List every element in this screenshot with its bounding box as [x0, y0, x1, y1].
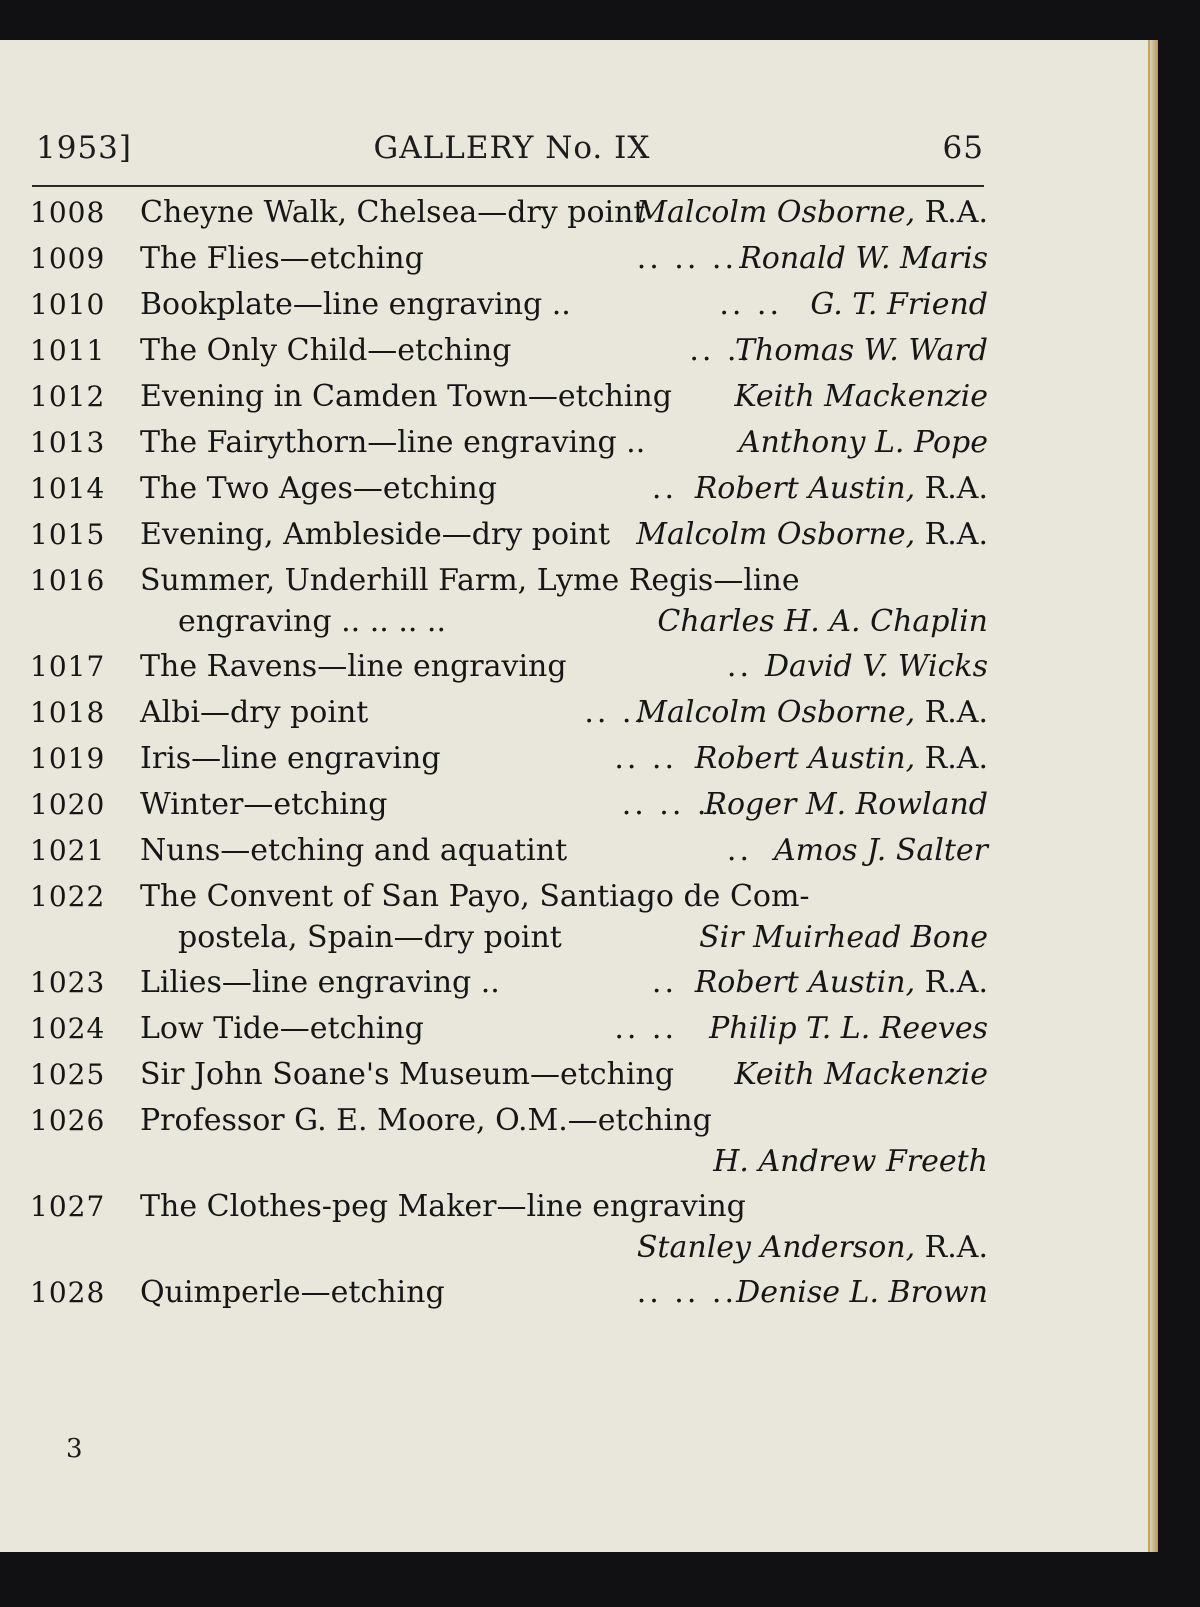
entry-artist [735, 328, 988, 374]
entry-artist [713, 1144, 988, 1180]
artist-name: Denise L. Brown [736, 1275, 988, 1310]
catalogue-entries [30, 190, 988, 1316]
catalogue-entry [30, 1006, 988, 1052]
entry-title-continued: postela, Spain—dry point [178, 920, 562, 955]
header-year: 1953] [36, 130, 132, 166]
entry-artist [810, 282, 988, 328]
catalogue-entry [30, 828, 988, 874]
entry-number: 1013 [30, 426, 106, 459]
leader-dots: .. .. [719, 287, 782, 322]
entry-number: 1021 [30, 834, 106, 867]
entry-number: 1027 [30, 1190, 106, 1223]
entry-title: Iris—line engraving [140, 741, 441, 776]
entry-title: Lilies—line engraving .. [140, 965, 500, 1000]
header-rule [32, 185, 984, 187]
entry-title: The Convent of San Payo, Santiago de Com- [140, 879, 810, 914]
artist-name: Ronald W. Maris [739, 241, 988, 276]
entry-artist [704, 782, 988, 828]
entry-title: Low Tide—etching [140, 1011, 424, 1046]
artist-name: Roger M. Rowland [704, 787, 988, 822]
artist-name: G. T. Friend [810, 287, 988, 322]
entry-number: 1015 [30, 518, 106, 551]
artist-name: Amos J. Salter [773, 833, 988, 868]
entry-title: Bookplate—line engraving .. [140, 287, 571, 322]
signature-mark: 3 [66, 1434, 83, 1464]
leader-dots: .. .. .. [636, 241, 737, 276]
entry-number: 1024 [30, 1012, 106, 1045]
entry-number: 1011 [30, 334, 106, 367]
entry-title: Quimperle—etching [140, 1275, 445, 1310]
entry-title: Nuns—etching and aquatint [140, 833, 568, 868]
entry-number: 1016 [30, 564, 106, 597]
entry-title: The Flies—etching [140, 241, 424, 276]
entry-artist [636, 190, 988, 236]
artist-name: David V. Wicks [765, 649, 988, 684]
entry-number: 1023 [30, 966, 106, 999]
entry-title: Cheyne Walk, Chelsea—dry point [140, 195, 646, 230]
artist-name: Malcolm Osborne, [636, 695, 916, 730]
leader-dots: .. [726, 649, 752, 684]
entry-title: Summer, Underhill Farm, Lyme Regis—line [140, 563, 800, 598]
entry-artist [695, 466, 988, 512]
entry-title: Professor G. E. Moore, O.M.—etching [140, 1103, 712, 1138]
entry-number: 1018 [30, 696, 106, 729]
entry-artist [695, 736, 988, 782]
leader-dots: .. .. .. [636, 1275, 737, 1310]
artist-honour: R.A. [924, 695, 988, 730]
entry-title: The Fairythorn—line engraving .. [140, 425, 646, 460]
artist-name: Sir Muirhead Bone [699, 920, 988, 955]
artist-name: Malcolm Osborne, [636, 517, 916, 552]
catalogue-entry [30, 466, 988, 512]
leader-dots: .. .. [614, 1011, 677, 1046]
artist-honour: R.A. [924, 195, 988, 230]
page-edge [1150, 40, 1158, 1552]
entry-artist [636, 690, 988, 736]
entry-artist [636, 512, 988, 558]
catalogue-entry [30, 282, 988, 328]
catalogue-entry [30, 736, 988, 782]
entry-number: 1014 [30, 472, 106, 505]
catalogue-entry [30, 874, 988, 960]
entry-artist [739, 420, 988, 466]
catalogue-entry [30, 1270, 988, 1316]
header-title: GALLERY No. IX [373, 130, 651, 166]
entry-number: 1008 [30, 196, 106, 229]
entry-number: 1019 [30, 742, 106, 775]
catalogue-entry [30, 512, 988, 558]
entry-title: The Clothes-peg Maker—line engraving [140, 1189, 746, 1224]
entry-artist [774, 828, 988, 874]
artist-name: Charles H. A. Chaplin [657, 604, 988, 639]
artist-honour: R.A. [924, 965, 988, 1000]
leader-dots: .. .. [689, 333, 752, 368]
entry-artist [637, 1230, 988, 1266]
artist-honour: R.A. [924, 517, 988, 552]
entry-artist [699, 920, 988, 956]
catalogue-entry [30, 644, 988, 690]
entry-number: 1009 [30, 242, 106, 275]
entry-number: 1026 [30, 1104, 106, 1137]
catalogue-entry [30, 190, 988, 236]
artist-name: Stanley Anderson, [636, 1230, 916, 1265]
entry-artist [657, 604, 988, 640]
entry-title: Sir John Soane's Museum—etching [140, 1057, 675, 1092]
entry-number: 1010 [30, 288, 106, 321]
artist-name: Keith Mackenzie [734, 1057, 988, 1092]
entry-title: Albi—dry point [140, 695, 369, 730]
leader-dots: .. [726, 833, 752, 868]
artist-name: Keith Mackenzie [734, 379, 988, 414]
entry-title: The Two Ages—etching [140, 471, 497, 506]
entry-artist [695, 960, 988, 1006]
catalogue-entry [30, 1184, 988, 1270]
entry-title: Winter—etching [140, 787, 388, 822]
entry-title: Evening in Camden Town—etching [140, 379, 672, 414]
catalogue-entry [30, 1098, 988, 1184]
artist-name: Robert Austin, [694, 471, 916, 506]
artist-honour: R.A. [924, 1230, 988, 1265]
catalogue-entry [30, 328, 988, 374]
leader-dots: .. [651, 471, 677, 506]
catalogue-entry [30, 236, 988, 282]
entry-title: Evening, Ambleside—dry point [140, 517, 610, 552]
entry-number: 1028 [30, 1276, 106, 1309]
entry-title: The Only Child—etching [140, 333, 512, 368]
leader-dots: .. .. .. [621, 787, 722, 822]
artist-name: Anthony L. Pope [738, 425, 988, 460]
entry-number: 1012 [30, 380, 106, 413]
entry-artist [739, 236, 988, 282]
catalogue-entry [30, 782, 988, 828]
catalogue-entry [30, 420, 988, 466]
artist-name: Robert Austin, [694, 741, 916, 776]
page-number: 65 [942, 130, 984, 166]
entry-number: 1020 [30, 788, 106, 821]
entry-title-continued: engraving .. .. .. .. [178, 604, 447, 639]
catalogue-entry [30, 374, 988, 420]
entry-number: 1025 [30, 1058, 106, 1091]
book-page [0, 40, 1158, 1552]
running-header [36, 130, 988, 174]
artist-name: Philip T. L. Reeves [709, 1011, 988, 1046]
artist-honour: R.A. [924, 741, 988, 776]
entry-artist [734, 1052, 988, 1098]
leader-dots: .. .. [614, 741, 677, 776]
entry-number: 1022 [30, 880, 106, 913]
catalogue-entry [30, 960, 988, 1006]
entry-artist [734, 374, 988, 420]
leader-dots: .. [651, 965, 677, 1000]
artist-honour: R.A. [924, 471, 988, 506]
entry-number: 1017 [30, 650, 106, 683]
catalogue-entry [30, 558, 988, 644]
catalogue-entry [30, 1052, 988, 1098]
artist-name: Malcolm Osborne, [636, 195, 916, 230]
artist-name: Robert Austin, [694, 965, 916, 1000]
artist-name: Thomas W. Ward [735, 333, 988, 368]
artist-name: H. Andrew Freeth [713, 1144, 988, 1179]
leader-dots: .. .. [584, 695, 647, 730]
catalogue-entry [30, 690, 988, 736]
entry-artist [709, 1006, 988, 1052]
entry-artist [765, 644, 988, 690]
entry-artist [736, 1270, 988, 1316]
entry-title: The Ravens—line engraving [140, 649, 567, 684]
